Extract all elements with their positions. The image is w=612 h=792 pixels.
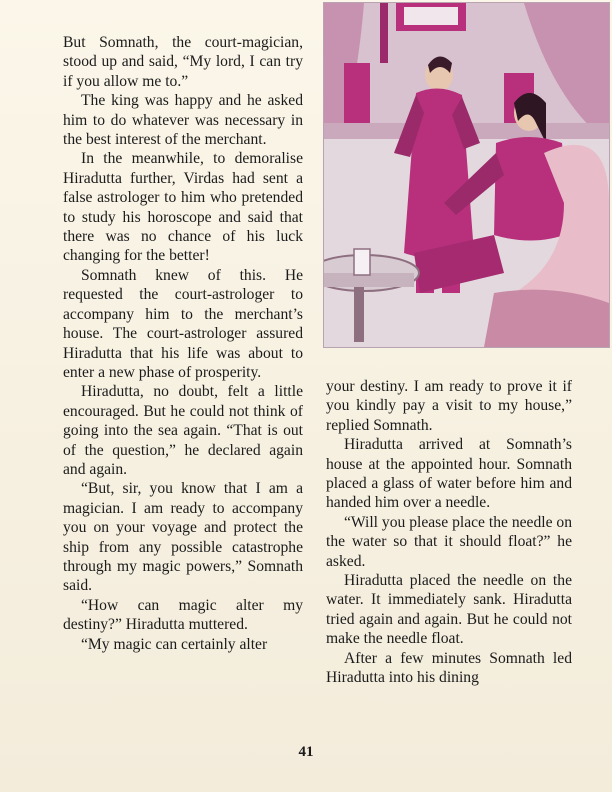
paragraph: “Will you please place the needle on the water so that it should float?” he asked. — [326, 513, 572, 570]
paragraph: “My magic can certainly alter — [81, 635, 268, 653]
paragraph: Hiradutta placed the needle on the water. It immediately sank. Hiradutta tried again and again. But he could not make the needle float. — [326, 572, 572, 648]
paragraph: Somnath knew of this. He requested the court-astrologer to accompany him to the merchant’s house. The court-astrologer assured Hiradutta that his life was about to enter a new phase of prosperity. — [63, 266, 303, 381]
illustration-two-men-conversing-icon — [324, 3, 609, 347]
left-text-column — [63, 33, 303, 654]
paragraph: your destiny. I am ready to prove it if you kindly pay a visit to my house,” replied Somnath. — [326, 378, 572, 434]
paragraph: After a few minutes Somnath led Hiradutta into his dining — [326, 649, 572, 687]
paragraph: “How can magic alter my destiny?” Hiradutta muttered. — [63, 596, 303, 634]
paragraph: “But, sir, you know that I am a magician. I am ready to accompany you on your voyage and protect the ship from any possible catastrophe through my magic powers,” Somnath said. — [63, 480, 303, 595]
paragraph: The king was happy and he asked him to do whatever was necessary in the best interest of the merchant. — [63, 92, 303, 149]
story-illustration — [323, 2, 610, 348]
paragraph: But Somnath, the court-magician, stood up and said, “My lord, I can try if you allow me to.” — [63, 34, 303, 90]
page-number: 41 — [298, 744, 314, 760]
right-text-column — [326, 377, 572, 688]
paragraph: Hiradutta, no doubt, felt a little encouraged. But he could not think of going into the sea again. “That is out of the question,” he declared again and again. — [63, 383, 303, 478]
paragraph: Hiradutta arrived at Somnath’s house at the appointed hour. Somnath placed a glass of water before him and handed him over a needle. — [326, 436, 572, 512]
paragraph: In the meanwhile, to demoralise Hiradutta further, Virdas had sent a false astrologer to him who pretended to study his horoscope and said that there was no chance of his luck changing for the better! — [63, 150, 303, 265]
